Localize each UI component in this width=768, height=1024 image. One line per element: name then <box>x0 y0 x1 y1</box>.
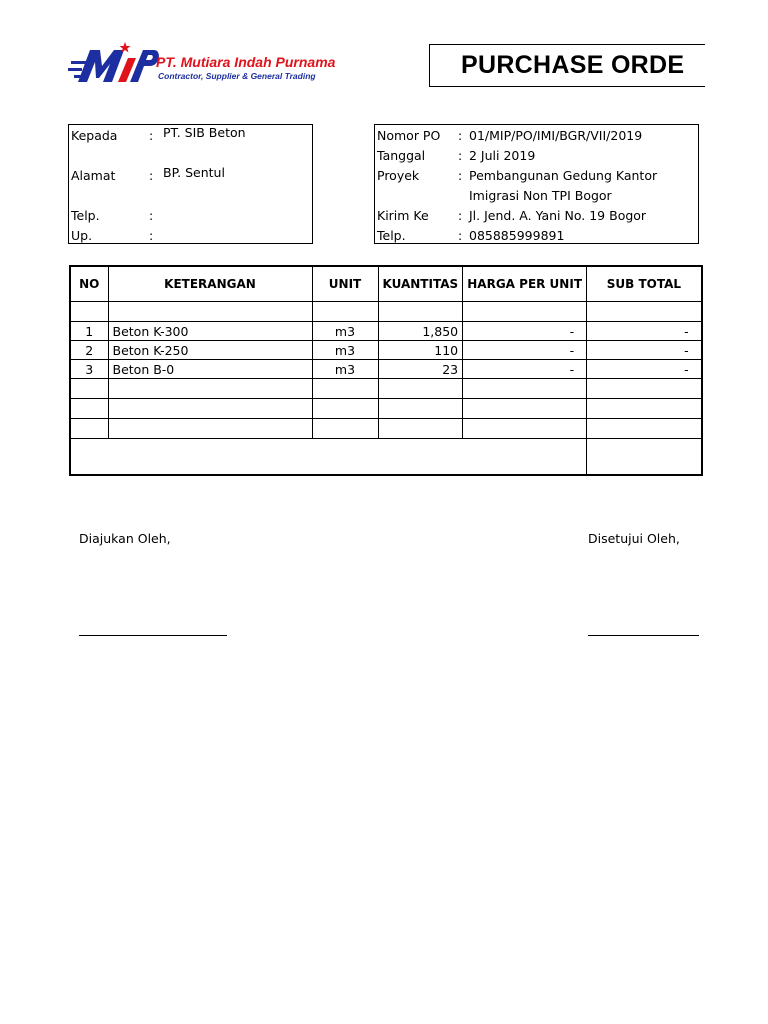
table-cell <box>70 399 108 419</box>
items-table <box>69 265 703 476</box>
kirim-ke-label: Kirim Ke <box>377 208 429 223</box>
nomor-po-value: 01/MIP/PO/IMI/BGR/VII/2019 <box>469 128 643 143</box>
header-subtotal: SUB TOTAL <box>587 266 702 302</box>
table-cell <box>108 399 312 419</box>
telp-label: Telp. <box>71 208 100 223</box>
table-cell <box>378 419 463 439</box>
document-title: PURCHASE ORDE <box>461 51 685 79</box>
table-row <box>70 360 702 379</box>
row-no: 3 <box>70 360 108 379</box>
table-row <box>70 341 702 360</box>
row-unit: m3 <box>312 360 378 379</box>
colon: : <box>458 168 463 183</box>
table-cell <box>587 379 702 399</box>
header-kuantitas: KUANTITAS <box>378 266 463 302</box>
proyek-value-line1: Pembangunan Gedung Kantor <box>469 168 658 183</box>
header-harga: HARGA PER UNIT <box>463 266 587 302</box>
tanggal-label: Tanggal <box>377 148 426 163</box>
table-total-row <box>70 439 702 476</box>
row-keterangan: Beton K-300 <box>108 322 312 341</box>
table-cell <box>312 302 378 322</box>
table-row-empty <box>70 302 702 322</box>
table-cell <box>312 379 378 399</box>
table-header-row <box>70 266 702 302</box>
table-row-empty <box>70 379 702 399</box>
kepada-value: PT. SIB Beton <box>163 125 246 140</box>
mip-logo-icon <box>68 40 160 90</box>
table-row <box>70 322 702 341</box>
table-cell <box>463 419 587 439</box>
row-harga: - <box>463 322 587 341</box>
table-cell <box>312 399 378 419</box>
alamat-label: Alamat <box>71 168 116 183</box>
colon: : <box>458 228 463 243</box>
table-row-empty <box>70 419 702 439</box>
approved-by-label: Disetujui Oleh, <box>588 531 680 546</box>
colon: : <box>458 128 463 143</box>
row-keterangan: Beton B-0 <box>108 360 312 379</box>
table-cell <box>70 302 108 322</box>
kepada-label: Kepada <box>71 128 118 143</box>
table-cell <box>587 419 702 439</box>
table-cell <box>463 399 587 419</box>
table-cell <box>463 302 587 322</box>
header-no: NO <box>70 266 108 302</box>
table-cell <box>378 379 463 399</box>
row-kuantitas: 110 <box>378 341 463 360</box>
table-cell <box>108 302 312 322</box>
table-cell <box>70 419 108 439</box>
telp-label: Telp. <box>377 228 406 243</box>
row-unit: m3 <box>312 341 378 360</box>
order-info-box <box>374 124 699 244</box>
proyek-value-line2: Imigrasi Non TPI Bogor <box>469 188 612 203</box>
approved-signature-line <box>588 635 699 636</box>
row-unit: m3 <box>312 322 378 341</box>
recipient-box <box>68 124 313 244</box>
row-kuantitas: 23 <box>378 360 463 379</box>
table-cell <box>70 379 108 399</box>
tanggal-value: 2 Juli 2019 <box>469 148 536 163</box>
total-label-cell <box>70 439 587 476</box>
colon: : <box>458 148 463 163</box>
row-subtotal: - <box>587 341 702 360</box>
row-kuantitas: 1,850 <box>378 322 463 341</box>
header-keterangan: KETERANGAN <box>108 266 312 302</box>
proyek-label: Proyek <box>377 168 420 183</box>
table-cell <box>587 302 702 322</box>
colon: : <box>458 208 463 223</box>
company-logo <box>68 40 358 90</box>
row-harga: - <box>463 341 587 360</box>
row-subtotal: - <box>587 360 702 379</box>
nomor-po-label: Nomor PO <box>377 128 441 143</box>
kirim-ke-value: Jl. Jend. A. Yani No. 19 Bogor <box>469 208 647 223</box>
table-cell <box>587 399 702 419</box>
row-keterangan: Beton K-250 <box>108 341 312 360</box>
submitted-by-label: Diajukan Oleh, <box>79 531 171 546</box>
company-tagline: Contractor, Supplier & General Trading <box>158 71 316 81</box>
row-subtotal: - <box>587 322 702 341</box>
table-cell <box>312 419 378 439</box>
total-value-cell <box>587 439 702 476</box>
alamat-value: BP. Sentul <box>163 165 225 180</box>
table-cell <box>378 399 463 419</box>
company-name: PT. Mutiara Indah Purnama <box>156 54 336 70</box>
colon: : <box>149 128 154 143</box>
table-cell <box>108 419 312 439</box>
table-cell <box>463 379 587 399</box>
table-row-empty <box>70 399 702 419</box>
colon: : <box>149 208 154 223</box>
colon: : <box>149 168 154 183</box>
submitted-signature-line <box>79 635 227 636</box>
table-cell <box>378 302 463 322</box>
row-no: 1 <box>70 322 108 341</box>
colon: : <box>149 228 154 243</box>
row-no: 2 <box>70 341 108 360</box>
table-cell <box>108 379 312 399</box>
telp-value: 085885999891 <box>469 228 565 243</box>
up-label: Up. <box>71 228 93 243</box>
title-box <box>429 44 705 87</box>
header-unit: UNIT <box>312 266 378 302</box>
row-harga: - <box>463 360 587 379</box>
